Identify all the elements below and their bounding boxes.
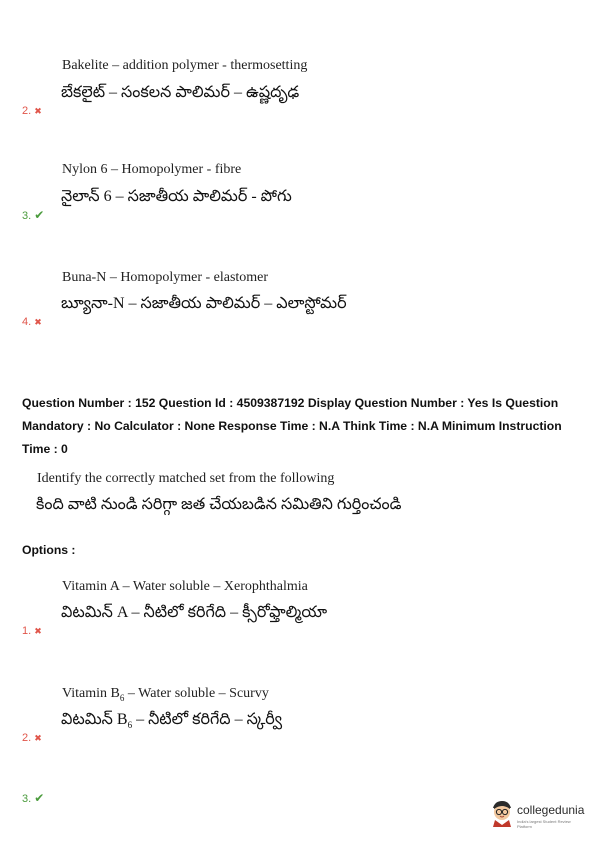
question-telugu: కింది వాటి నుండి సరిగ్గా జత చేయబడిన సమితిని గుర్తించండి xyxy=(36,496,402,513)
option-2-english: Vitamin $B_6$ – Water soluble – Scurvy xyxy=(62,686,269,703)
mascot-icon xyxy=(489,799,515,827)
option-2-telugu: విటమిన్ $B_6$ – నీటిలో కరిగేది – స్కర్వీ xyxy=(61,711,283,731)
prev-option-2-number: 2. ✖ xyxy=(22,105,42,117)
cross-icon: ✖ xyxy=(34,317,42,327)
prev-option-4-number: 4. ✖ xyxy=(22,316,42,328)
option-1-number: 1. ✖ xyxy=(22,625,42,637)
question-meta-line-1: Question Number : 152 Question Id : 4509387192 Display Question Number : Yes Is Question xyxy=(22,396,559,410)
option-2-number: 2. ✖ xyxy=(22,732,42,744)
prev-option-4-telugu: బ్యూనా-N – సజాతీయ పాలిమర్ – ఎలాస్టోమర్ xyxy=(61,295,347,312)
cross-icon: ✖ xyxy=(34,733,42,743)
option-1-telugu: విటమిన్ A – నీటిలో కరిగేది – క్సీరోఫ్తాల్మియా xyxy=(61,604,328,621)
question-english: Identify the correctly matched set from the following xyxy=(37,471,335,486)
options-label: Options : xyxy=(22,543,76,557)
prev-option-2-telugu: బేకలైట్ – సంకలన పాలిమర్ – ఉష్ణదృఢ xyxy=(61,84,300,101)
logo-tagline: India's largest Student Review Platform xyxy=(517,819,571,829)
question-meta-line-2: Mandatory : No Calculator : None Response Time : N.A Think Time : N.A Minimum Instruction xyxy=(22,419,562,433)
prev-option-2-english: Bakelite – addition polymer - thermosetting xyxy=(62,58,308,73)
option-1-english: Vitamin A – Water soluble – Xerophthalmia xyxy=(62,579,308,594)
option-3-number: 3. ✔ xyxy=(22,791,45,805)
prev-option-3-number: 3. ✔ xyxy=(22,208,45,222)
check-icon: ✔ xyxy=(34,208,45,222)
cross-icon: ✖ xyxy=(34,106,42,116)
prev-option-3-english: Nylon 6 – Homopolymer - fibre xyxy=(62,162,242,177)
prev-option-3-telugu: నైలాన్ 6 – సజాతీయ పాలిమర్ - పోగు xyxy=(61,188,292,205)
logo-name: collegedunia xyxy=(517,803,585,817)
collegedunia-logo xyxy=(489,797,585,831)
cross-icon: ✖ xyxy=(34,626,42,636)
check-icon: ✔ xyxy=(34,791,45,805)
question-meta-line-3: Time : 0 xyxy=(22,442,68,456)
prev-option-4-english: Buna-N – Homopolymer - elastomer xyxy=(62,270,269,285)
